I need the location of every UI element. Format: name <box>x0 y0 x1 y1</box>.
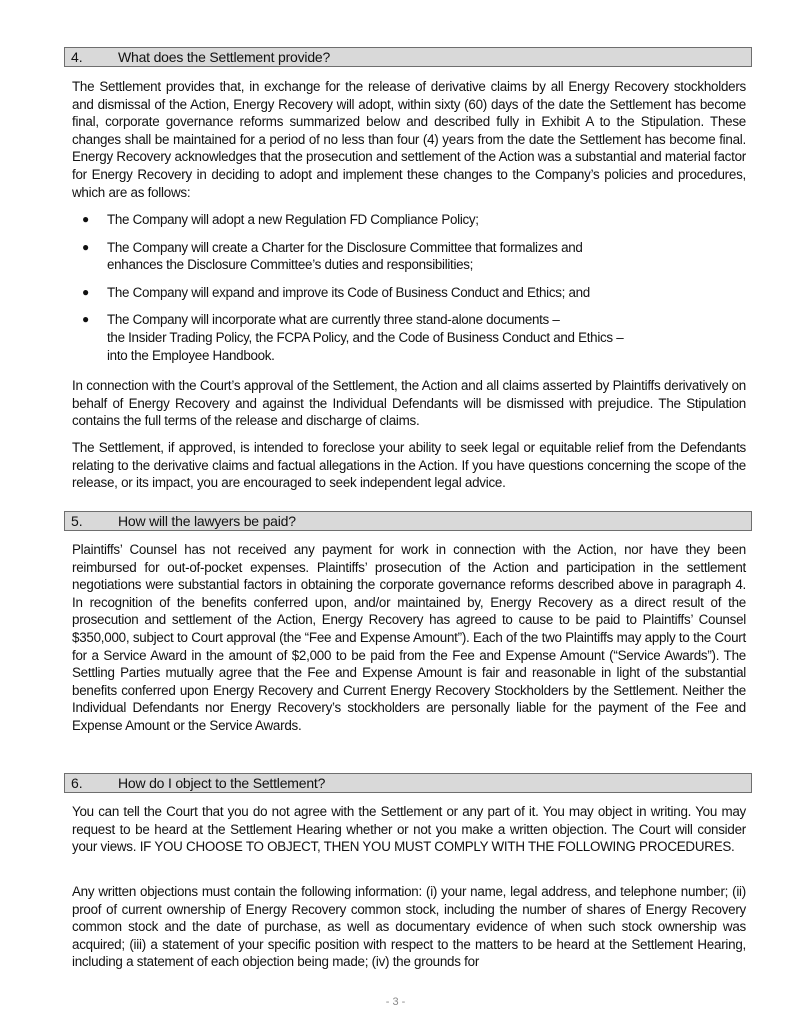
section-5-header <box>64 511 752 531</box>
reforms-list <box>72 211 746 364</box>
section-6-paragraph-2: Any written objections must contain the following information: (i) your name, legal address, and telephone number; (ii) proof of current ownership of Energy Recovery common stock, including the number of shares of Energy Recovery common stock and the date of purchase, as well as documentary evidence of when such stock ownership was acquired; (iii) a statement of your specific position with respect to the matters to be heard at the Settlement Hearing, including a statement of each objection being made; (iv) the grounds for <box>72 884 746 970</box>
section-number: 6. <box>71 775 83 791</box>
section-6-header <box>64 773 752 793</box>
section-4-header <box>64 47 752 67</box>
bullet-icon: ● <box>82 212 89 226</box>
list-item: ● The Company will incorporate what are currently three stand-alone documents – the Insider Trading Policy, the FCPA Policy, and the Code of Business Conduct and Ethics – into the Employee Handbook. <box>82 312 624 363</box>
section-number: 4. <box>71 49 83 65</box>
section-6-paragraph-1: You can tell the Court that you do not agree with the Settlement or any part of it. You may object in writing. You may request to be heard at the Settlement Hearing whether or not you make a written objection. The Court will consider your views. IF YOU CHOOSE TO OBJECT, THEN YOU MUST COMPLY WITH THE FOLLOWING PROCEDURES. <box>72 804 746 855</box>
section-title: How do I object to the Settlement? <box>118 775 326 791</box>
section-5-paragraph-1: Plaintiffs’ Counsel has not received any payment for work in connection with the Action, nor have they been reimbursed for out-of-pocket expenses. Plaintiffs’ prosecution of the Action and participation in the settlement negotiations were substantial factors in obtaining the corporate governance reforms described above in paragraph 4. In recognition of the benefits conferred upon, and/or maintained by, Energy Recovery as a direct result of the prosecution and settlement of the Action, Energy Recovery has agreed to cause to be paid to Plaintiffs’ Counsel $350,000, subject to Court approval (the “Fee and Expense Amount”). Each of the two Plaintiffs may apply to the Court for a Service Award in the amount of $2,000 to be paid from the Fee and Expense Amount (“Service Awards”). The Settling Parties mutually agree that the Fee and Expense Amount is fair and reasonable in light of the substantial benefits conferred upon Energy Recovery and Current Energy Recovery Stockholders by the Settlement. Neither the Individual Defendants nor Energy Recovery’s stockholders are personally liable for the payment of the Fee and Expense Amount or the Service Awards. <box>72 542 746 733</box>
bullet-icon: ● <box>82 312 89 327</box>
list-item: ● The Company will adopt a new Regulation FD Compliance Policy; <box>82 212 479 227</box>
page-number: - 3 - <box>385 996 406 1008</box>
section-4-paragraph-1: The Settlement provides that, in exchange for the release of derivative claims by all Energy Recovery stockholders and dismissal of the Action, Energy Recovery will adopt, within sixty (60) days of the date the Settlement has become final, corporate governance reforms summarized below and described fully in Exhibit A to the Stipulation. These changes shall be maintained for a period of no less than four (4) years from the date the Settlement has become final. Energy Recovery acknowledges that the prosecution and settlement of the Action was a substantial and material factor for Energy Recovery in deciding to adopt and implement these changes to the Company’s policies and procedures, which are as follows: <box>72 79 746 200</box>
bullet-icon: ● <box>82 284 89 299</box>
list-item: ● The Company will create a Charter for the Disclosure Committee that formalizes and enhances the Disclosure Committee’s duties and responsibilities; <box>82 239 583 273</box>
section-4-paragraph-2: In connection with the Court’s approval of the Settlement, the Action and all claims asserted by Plaintiffs derivatively on behalf of Energy Recovery and against the Individual Defendants will be dismissed with prejudice. The Stipulation contains the full terms of the release and discharge of claims. <box>72 378 746 429</box>
section-title: How will the lawyers be paid? <box>118 513 296 529</box>
list-item: ● The Company will expand and improve its Code of Business Conduct and Ethics; and <box>82 284 590 300</box>
bullet-icon: ● <box>82 239 89 254</box>
section-number: 5. <box>71 513 83 529</box>
section-4-paragraph-3: The Settlement, if approved, is intended to foreclose your ability to seek legal or equitable relief from the Defendants relating to the derivative claims and factual allegations in the Action. If you have questions concerning the scope of the release, or its impact, you are encouraged to seek independent legal advice. <box>72 440 746 491</box>
section-title: What does the Settlement provide? <box>118 49 331 65</box>
